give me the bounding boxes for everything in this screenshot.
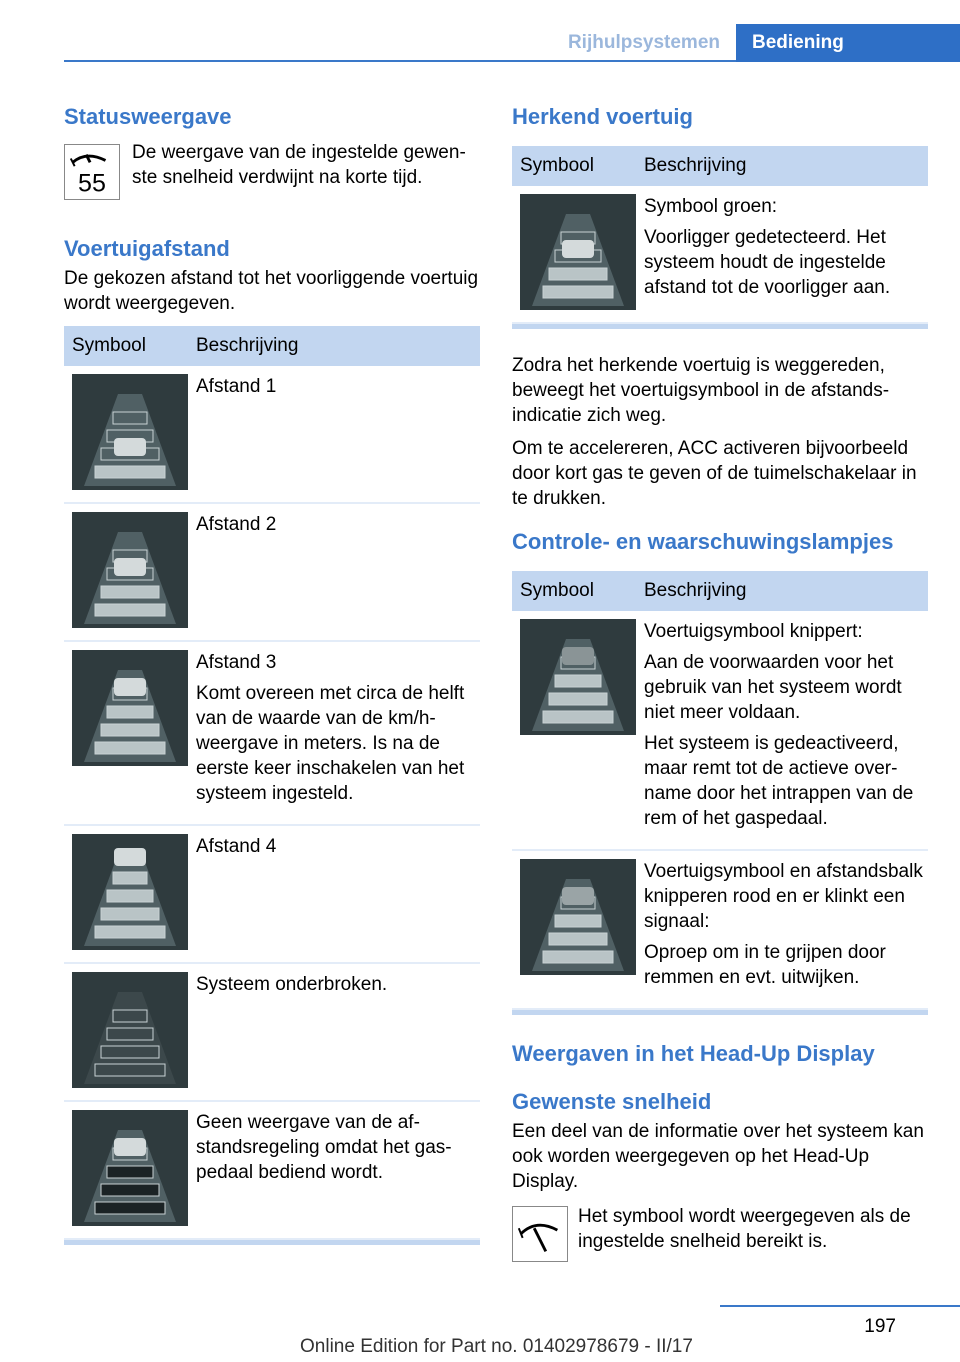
symbol-cell — [512, 611, 636, 850]
description-cell — [636, 850, 928, 1009]
description-cell — [636, 186, 928, 323]
speed-55-icon — [64, 144, 120, 200]
symbol-cell — [64, 366, 188, 503]
col-description: Beschrijving — [636, 571, 928, 611]
description-line: Voertuigsymbool knippert: — [644, 621, 863, 642]
warnings-heading: Controle- en waarschuwingslampjes — [512, 529, 894, 554]
table-row — [512, 850, 928, 1009]
hud-symbol-row — [512, 1204, 928, 1270]
col-symbol: Symbool — [512, 146, 636, 186]
table-end-rule — [64, 1240, 480, 1245]
description-cell — [188, 825, 480, 963]
description-cell — [188, 1101, 480, 1239]
hud-icon-text: Het symbool wordt weergegeven als de ingestelde snelheid bereikt is. — [578, 1206, 911, 1252]
symbol-cell — [512, 186, 636, 323]
symbol-cell — [64, 963, 188, 1101]
table-end-rule — [512, 324, 928, 329]
table-header-row — [512, 146, 928, 186]
symbol-cell — [64, 503, 188, 641]
distance-table-body — [64, 366, 480, 1239]
hud-speed-reached-icon — [512, 1206, 568, 1262]
header-chapter: Bediening — [736, 24, 960, 62]
paragraph-accelerate: Om te accelereren, ACC activeren bijvoorbeeld door kort gas te geven of de tuimelschakelaar in te drukken. — [512, 438, 917, 509]
table-end-rule — [512, 1010, 928, 1015]
table-row — [64, 825, 480, 963]
symbol-cell — [64, 1101, 188, 1239]
description-line: Komt overeen met circa de helft van de waarde van de km/h-weergave in meters. Is na de eerste keer inschakelen van het systeem ingesteld. — [196, 683, 465, 804]
table-row — [512, 611, 928, 850]
col-description: Beschrijving — [636, 146, 928, 186]
distance-4-icon — [72, 834, 188, 950]
distance-3-icon — [72, 650, 188, 766]
description-cell — [188, 641, 480, 825]
table-row — [64, 641, 480, 825]
distance-intro: De gekozen afstand tot het voorliggende voertuig wordt weergegeven. — [64, 268, 479, 314]
description-cell — [188, 503, 480, 641]
col-description: Beschrijving — [188, 326, 480, 366]
symbol-cell — [64, 641, 188, 825]
description-line: Voertuigsymbool en afstandsbalk knipperen rood en er klinkt een signaal: — [644, 861, 923, 932]
vehicle-blinking-icon — [520, 619, 636, 735]
description-cell — [636, 611, 928, 850]
description-line: Afstand 1 — [196, 376, 277, 397]
left-column — [64, 100, 480, 1245]
header-section: Rijhulpsystemen — [567, 32, 720, 53]
description-line: Voorligger gedetecteerd. Het systeem houdt de ingestelde afstand tot de voorligger aan. — [644, 227, 891, 298]
description-line: Aan de voorwaarden voor het gebruik van het systeem wordt niet meer voldaan. — [644, 652, 902, 723]
recognized-heading: Herkend voertuig — [512, 104, 693, 129]
symbol-cell — [64, 825, 188, 963]
edition-text: Online Edition for Part no. 01402978679 - II/17 — [300, 1336, 693, 1357]
symbol-cell — [512, 850, 636, 1009]
description-line: Symbool groen: — [644, 196, 778, 217]
no-distance-display-icon — [72, 1110, 188, 1226]
distance-1-icon — [72, 374, 188, 490]
table-row — [64, 366, 480, 503]
table-row — [64, 1101, 480, 1239]
vehicle-red-blinking-icon — [520, 859, 636, 975]
paragraph-drive-away: Zodra het herkende voertuig is weggereden, beweegt het voertuigsymbool in de afstandsindicatie zich weg. — [512, 355, 890, 426]
system-interrupted-icon — [72, 972, 188, 1088]
description-line: Afstand 2 — [196, 514, 277, 535]
distance-table — [64, 326, 480, 1240]
description-cell — [188, 963, 480, 1101]
status-row — [64, 140, 480, 210]
status-text: De weergave van de ingestelde gewenste snelheid verdwijnt na korte tijd. — [132, 142, 466, 188]
distance-2-icon — [72, 512, 188, 628]
right-column — [512, 100, 928, 1270]
warnings-table — [512, 571, 928, 1010]
hud-heading: Weergaven in het Head-Up Display — [512, 1041, 875, 1066]
table-header-row — [64, 326, 480, 366]
page-number: 197 — [864, 1316, 896, 1337]
col-symbol: Symbool — [64, 326, 188, 366]
hud-subheading: Gewenste snelheid — [512, 1089, 712, 1114]
description-line: Afstand 4 — [196, 836, 277, 857]
description-line: Het systeem is gedeactiveerd, maar remt tot de actieve overname door het intrappen van de rem of het gaspedaal. — [644, 733, 914, 829]
description-line: Oproep om in te grijpen door remmen en evt. uitwijken. — [644, 942, 886, 988]
footer-rule — [720, 1305, 960, 1307]
recognized-table-body — [512, 186, 928, 323]
hud-text: Een deel van de informatie over het systeem kan ook worden weergegeven op het Head-Up Display. — [512, 1121, 924, 1192]
svg-text:55: 55 — [78, 169, 106, 198]
table-row — [64, 963, 480, 1101]
table-header-row — [512, 571, 928, 611]
col-symbol: Symbool — [512, 571, 636, 611]
recognized-table — [512, 146, 928, 324]
vehicle-recognized-icon — [520, 194, 636, 310]
table-row — [64, 503, 480, 641]
description-cell — [188, 366, 480, 503]
description-line: Systeem onderbroken. — [196, 974, 388, 995]
distance-heading: Voertuigafstand — [64, 236, 230, 261]
description-line: Afstand 3 — [196, 652, 277, 673]
description-line: Geen weergave van de afstandsregeling omdat het gaspedaal bediend wordt. — [196, 1112, 452, 1183]
status-heading: Statusweergave — [64, 104, 232, 129]
warnings-table-body — [512, 611, 928, 1009]
table-row — [512, 186, 928, 323]
